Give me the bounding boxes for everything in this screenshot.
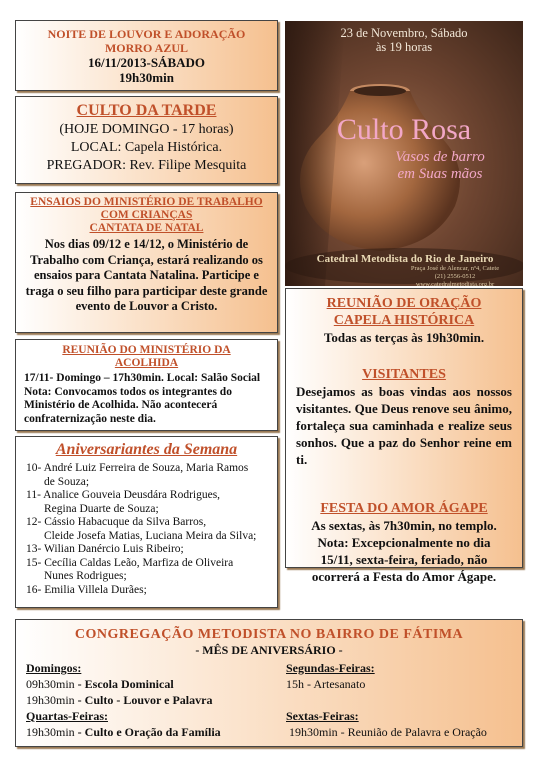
aniversariantes-title: Aniversariantes da Semana — [55, 441, 238, 458]
poster-site: www.catedralmetodista.org.br — [415, 281, 495, 286]
aniversariante-item: 16- Emilia Villela Durães; — [26, 583, 147, 596]
poster-subtitle — [365, 149, 515, 183]
quartas-text: - Culto e Oração da Família — [77, 725, 221, 739]
segundas-label: Segundas-Feiras: — [286, 661, 375, 675]
poster-date-line2: às 19 horas — [375, 40, 433, 54]
acolhida-box — [15, 339, 278, 431]
poster-address — [395, 265, 515, 286]
poster-subtitle-line2: em Suas mãos — [397, 166, 483, 182]
oracao-section — [286, 295, 522, 346]
segundas-text: - Artesanato — [307, 677, 366, 691]
culto-tarde-line2: LOCAL: Capela Histórica. — [70, 140, 223, 155]
acolhida-title1: REUNIÃO DO MINISTÉRIO DA — [62, 344, 231, 356]
oracao-title2: CAPELA HISTÓRICA — [333, 313, 475, 328]
aniversariante-item: 15- Cecília Caldas Leão, Marfiza de Oliveira — [26, 556, 234, 569]
quartas-label: Quartas-Feiras: — [26, 709, 108, 723]
sextas-time: 19h30min — [289, 725, 338, 739]
segundas-time: 15h — [286, 677, 304, 691]
agape-section — [286, 500, 522, 585]
poster-subtitle-line1: Vasos de barro — [395, 149, 485, 165]
poster-date-line1: 23 de Novembro, Sábado — [340, 26, 468, 40]
aniversariante-item: Cleide Josefa Matias, Luciana Meira da Silva; — [44, 529, 257, 542]
visitantes-section — [286, 366, 522, 468]
visitantes-title: VISITANTES — [362, 367, 446, 382]
domingos-2-text: - Culto - Louvor e Palavra — [77, 693, 213, 707]
schedule-right — [286, 660, 487, 740]
aniversariante-item: de Souza; — [44, 475, 90, 488]
sextas-label: Sextas-Feiras: — [286, 709, 359, 723]
visitantes-text: Desejamos as boas vindas aos nossos visitantes. Que Deus renove seu ânimo, fortaleça sua caminhada e realize seus sonhos. Que a paz do Senhor reine em ti. — [296, 384, 512, 467]
domingos-1-text: - Escola Dominical — [77, 677, 174, 691]
congregacao-subtitle: - MÊS DE ANIVERSÁRIO - — [195, 643, 343, 657]
aniversariante-item: Nunes Rodrigues; — [44, 570, 127, 582]
domingos-2-time: 19h30min — [26, 693, 75, 707]
louvor-line2: MORRO AZUL — [104, 41, 188, 55]
acolhida-text: 17/11- Domingo – 17h30min. Local: Salão Social Nota: Convocamos todos os integrantes do Ministério de Acolhida. Não acontecerá confraternização neste dia. — [24, 372, 261, 425]
aniversariante-item: Regina Duarte de Souza; — [44, 502, 159, 515]
ensaios-box — [15, 192, 278, 333]
sextas-text: - Reunião de Palavra e Oração — [340, 725, 487, 739]
agape-title: FESTA DO AMOR ÁGAPE — [320, 501, 488, 516]
culto-tarde-line1: (HOJE DOMINGO - 17 horas) — [59, 122, 234, 137]
ensaios-title3: CANTATA DE NATAL — [89, 222, 204, 234]
ensaios-title2: COM CRIANÇAS — [100, 209, 193, 221]
agape-line3: 15/11, sexta-feira, feriado, não — [320, 552, 488, 567]
poster-address-line: Praça José de Alencar, nº4, Catete — [410, 265, 500, 272]
louvor-line1: NOITE DE LOUVOR E ADORAÇÃO — [47, 27, 246, 41]
ensaios-title1: ENSAIOS DO MINISTÉRIO DE TRABALHO — [30, 196, 263, 208]
aniversariante-item: 13- Wilian Danércio Luis Ribeiro; — [26, 543, 184, 555]
agape-line2: Nota: Excepcionalmente no dia — [317, 535, 491, 550]
congregacao-box — [15, 619, 523, 747]
quartas-item — [26, 724, 221, 740]
poster-title: Culto Rosa — [336, 113, 472, 146]
oracao-title1: REUNIÃO DE ORAÇÃO — [326, 296, 482, 311]
congregacao-title: CONGREGAÇÃO METODISTA NO BAIRRO DE FÁTIMA — [74, 627, 464, 642]
louvor-box — [15, 20, 278, 91]
louvor-time: 19h30min — [119, 70, 174, 85]
culto-rosa-poster — [285, 21, 523, 286]
aniversariante-item: 10- André Luiz Ferreira de Souza, Maria Ramos — [26, 462, 249, 474]
poster-church: Catedral Metodista do Rio de Janeiro — [316, 253, 494, 265]
acolhida-title2: ACOLHIDA — [114, 357, 179, 369]
schedule-left — [26, 660, 221, 740]
agape-line4: ocorrerá a Festa do Amor Ágape. — [311, 569, 497, 584]
culto-tarde-line3: PREGADOR: Rev. Filipe Mesquita — [46, 158, 247, 173]
aniversariante-item: 12- Cássio Habacuque da Silva Barros, — [26, 516, 207, 528]
poster-date — [285, 26, 523, 54]
agape-line1: As sextas, às 7h30min, no templo. — [311, 518, 497, 533]
aniversariantes-box — [15, 436, 278, 608]
aniversariantes-list — [16, 462, 277, 597]
domingos-item-2 — [26, 692, 221, 708]
poster-phone: (21) 2556-0512 — [434, 273, 476, 280]
culto-tarde-box — [15, 96, 278, 184]
louvor-date: 16/11/2013-SÁBADO — [87, 55, 205, 70]
ensaios-text: Nos dias 09/12 e 14/12, o Ministério de Trabalho com Criança, estará realizando os ensaios para Cantata Natalina. Participe e traga o seu filho para participar deste grande evento de Louvor a Cristo. — [25, 237, 268, 313]
domingos-1-time: 09h30min — [26, 677, 75, 691]
right-info-box — [285, 288, 523, 584]
sextas-item — [286, 724, 487, 740]
segundas-item — [286, 676, 487, 692]
domingos-label: Domingos: — [26, 661, 82, 675]
culto-tarde-title: CULTO DA TARDE — [76, 102, 217, 119]
aniversariante-item: 11- Analice Gouveia Deusdára Rodrigues, — [26, 489, 221, 501]
oracao-text: Todas as terças às 19h30min. — [323, 330, 485, 345]
quartas-time: 19h30min — [26, 725, 75, 739]
domingos-item-1 — [26, 676, 221, 692]
